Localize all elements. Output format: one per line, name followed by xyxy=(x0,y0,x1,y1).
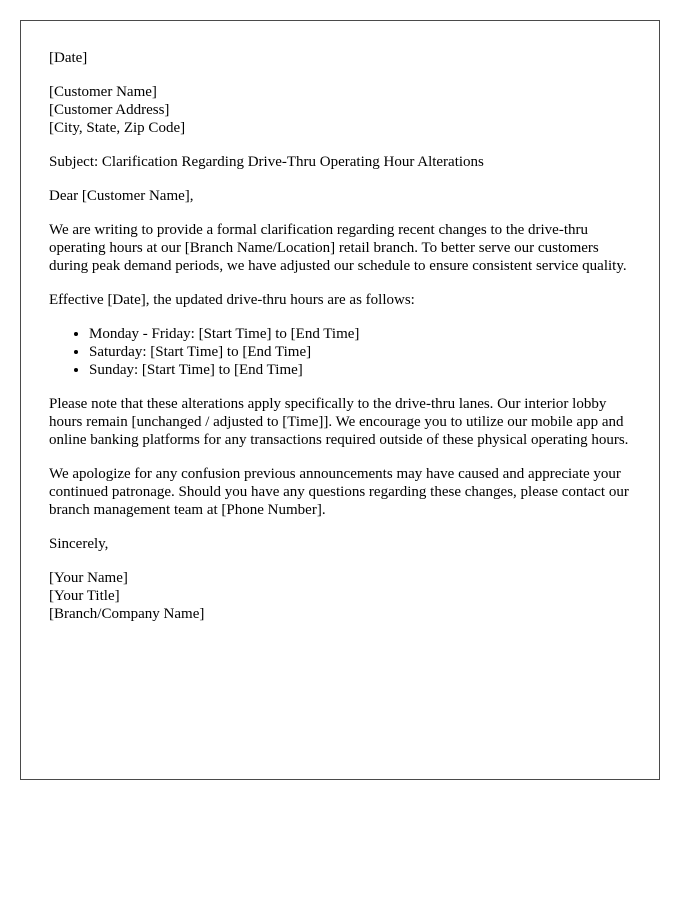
letter-page xyxy=(20,20,660,780)
signature-title: [Your Title] xyxy=(49,588,120,604)
recipient-name: [Customer Name] xyxy=(49,84,157,100)
subject-line: Subject: Clarification Regarding Drive-Thru Operating Hour Alterations xyxy=(49,154,484,170)
recipient-city-state-zip: [City, State, Zip Code] xyxy=(49,120,186,136)
hours-list-item-sunday: • Sunday: [Start Time] to [End Time] xyxy=(89,361,631,379)
signature-company: [Branch/Company Name] xyxy=(49,606,205,622)
signature-block xyxy=(49,569,631,623)
date-line: [Date] xyxy=(49,50,88,66)
hours-list-item-saturday: • Saturday: [Start Time] to [End Time] xyxy=(89,343,631,361)
salutation: Dear [Customer Name], xyxy=(49,188,194,204)
body-paragraph-lobby-note: Please note that these alterations apply specifically to the drive-thru lanes. Our interior lobby hours remain [unchanged / adjusted to [Time]]. We encourage you to utilize our mobile app and online banking platforms for any transactions required outside of these physical operating hours. xyxy=(49,396,629,448)
body-paragraph-apology: We apologize for any confusion previous announcements may have caused and appreciate your continued patronage. Should you have any questions regarding these changes, please contact our branch management team at [Phone Number]. xyxy=(49,466,629,518)
hours-list-item-weekdays: • Monday - Friday: [Start Time] to [End Time] xyxy=(89,325,631,343)
hours-list xyxy=(49,325,631,379)
closing: Sincerely, xyxy=(49,536,109,552)
body-paragraph-intro: We are writing to provide a formal clarification regarding recent changes to the drive-thru operating hours at our [Branch Name/Location] retail branch. To better serve our customers during peak demand periods, we have adjusted our schedule to ensure consistent service quality. xyxy=(49,222,627,274)
recipient-address: [Customer Address] xyxy=(49,102,170,118)
body-paragraph-effective-date: Effective [Date], the updated drive-thru hours are as follows: xyxy=(49,292,415,308)
recipient-address-block xyxy=(49,83,631,137)
signature-name: [Your Name] xyxy=(49,570,128,586)
